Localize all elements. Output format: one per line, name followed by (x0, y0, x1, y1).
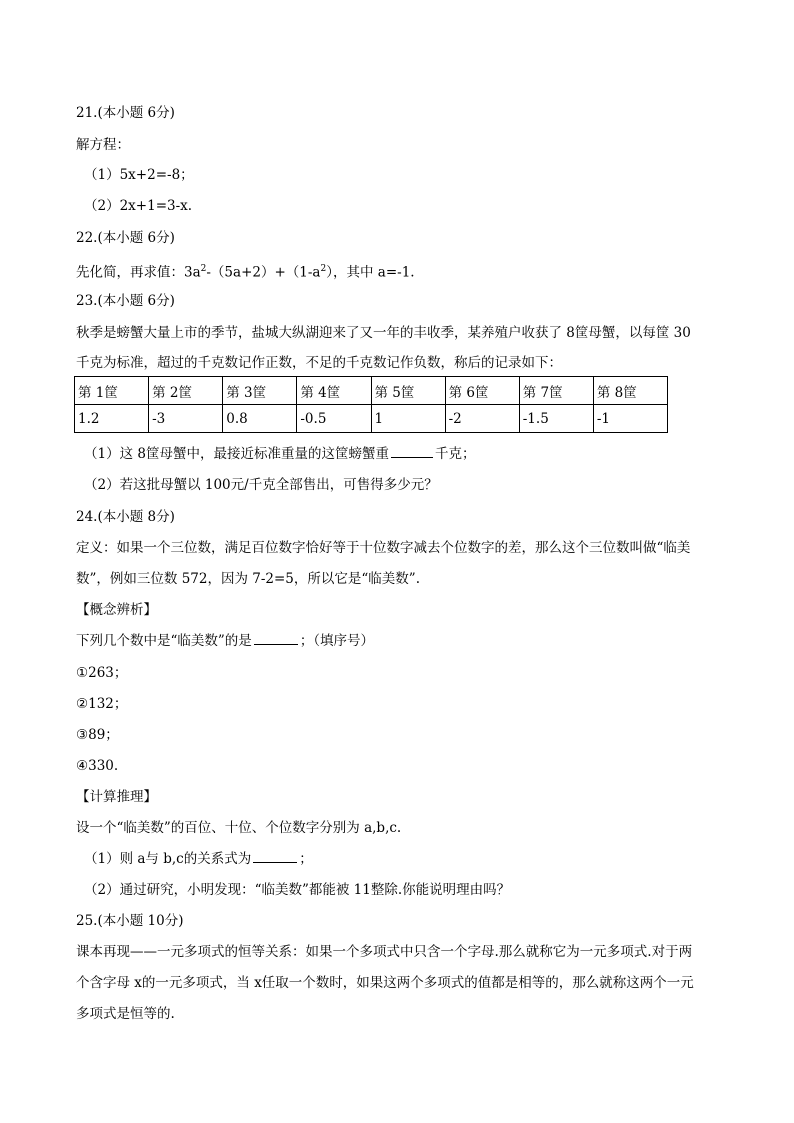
q21-part1-label: （1） (84, 167, 120, 183)
q23-answer-blank[interactable] (391, 445, 433, 458)
q24-question1-pre: 下列几个数中是“临美数”的是 (76, 633, 252, 649)
q22-text-post: ），其中 a=-1. (326, 264, 415, 281)
table-value-cell: 1.2 (75, 405, 149, 433)
q22-header: 22.(本小题 6分) (76, 230, 175, 246)
q24-option-1: ①263； (76, 665, 128, 681)
table-header-cell: 第 3筐 (223, 377, 297, 405)
q24-part2: （2）通过研究，小明发现：“临美数”都能被 11整除.你能说明理由吗？ (84, 882, 511, 898)
q21-part2-label: （2） (84, 198, 120, 214)
q23-record-table (74, 376, 668, 433)
q21-part2-expr: 2x+1=3-x. (119, 198, 193, 214)
table-header-cell: 第 6筐 (445, 377, 519, 405)
q21-part2 (84, 197, 192, 215)
q25-line3: 多项式是恒等的. (76, 1006, 175, 1022)
q25-line1: 课本再现——一元多项式的恒等关系：如果一个多项式中只含一个字母.那么就称它为一元多项式.对于两 (76, 944, 693, 960)
q23-part1-pre: （1）这 8筐母蟹中，最接近标准重量的这筐螃蟹重 (84, 446, 389, 462)
q21-instruction: 解方程： (76, 137, 130, 153)
q22-sup2: 2 (320, 264, 327, 274)
q25-line2: 个含字母 x的一元多项式，当 x任取一个数时，如果这两个多项式的值都是相等的，那么就称这两个一元 (76, 975, 694, 991)
q22-text-mid: -（5a+2）+（1-a (206, 264, 321, 281)
table-header-cell: 第 4筐 (297, 377, 371, 405)
table-value-cell: -1 (593, 405, 667, 433)
q24-option-4: ④330. (76, 758, 119, 774)
q24-def-line2: 数”，例如三位数 572，因为 7-2=5，所以它是“临美数”. (76, 571, 420, 587)
q23-part1 (84, 445, 475, 463)
q22-sup1: 2 (200, 264, 207, 274)
q23-intro-line1: 秋季是螃蟹大量上市的季节，盐城大纵湖迎来了又一年的丰收季，某养殖户收获了 8筐母蟹，以每筐 30 (76, 325, 691, 341)
q24-setup: 设一个“临美数”的百位、十位、个位数字分别为 a,b,c. (76, 820, 402, 836)
table-value-row (75, 405, 668, 433)
q23-part2: （2）若这批母蟹以 100元/千克全部售出，可售得多少元？ (84, 477, 438, 493)
table-value-cell: 1 (371, 405, 445, 433)
q25-header: 25.(本小题 10分) (76, 913, 184, 929)
table-header-cell: 第 8筐 (593, 377, 667, 405)
q24-option-2: ②132； (76, 696, 128, 712)
table-value-cell: -0.5 (297, 405, 371, 433)
table-value-cell: -1.5 (519, 405, 593, 433)
table-header-cell: 第 7筐 (519, 377, 593, 405)
table-value-cell: 0.8 (223, 405, 297, 433)
table-header-cell: 第 2筐 (149, 377, 223, 405)
q22-text-pre: 先化简，再求值：3a (76, 264, 201, 281)
q24-header: 24.(本小题 8分) (76, 509, 175, 525)
q24-question1 (76, 632, 374, 650)
table-header-cell: 第 1筐 (75, 377, 149, 405)
q21-part1 (84, 166, 194, 184)
table-header-row (75, 377, 668, 405)
q23-header: 23.(本小题 6分) (76, 293, 175, 309)
table-value-cell: -3 (149, 405, 223, 433)
table-header-cell: 第 5筐 (371, 377, 445, 405)
q23-part1-post: 千克； (434, 446, 476, 462)
q22-text (76, 260, 415, 282)
q24-part1-pre: （1）则 a与 b,c的关系式为 (84, 851, 252, 867)
q21-header: 21.(本小题 6分) (76, 105, 175, 121)
q23-intro-line2: 千克为标准，超过的千克数记作正数，不足的千克数记作负数，称后的记录如下： (76, 355, 562, 371)
q24-option-3: ③89； (76, 727, 119, 743)
q24-answer-blank-1[interactable] (254, 632, 298, 645)
table-value-cell: -2 (445, 405, 519, 433)
q24-part1-post: ； (299, 851, 313, 867)
q24-def-line1: 定义：如果一个三位数，满足百位数字恰好等于十位数字减去个位数字的差，那么这个三位数叫做“临美 (76, 540, 691, 556)
q24-section-reasoning: 【计算推理】 (76, 789, 157, 805)
q24-answer-blank-2[interactable] (253, 850, 297, 863)
q24-question1-post: ；（填序号） (299, 633, 375, 649)
q24-part1 (84, 850, 313, 868)
q21-part1-expr: 5x+2=-8； (119, 167, 194, 183)
q24-section-concept: 【概念辨析】 (76, 602, 157, 618)
